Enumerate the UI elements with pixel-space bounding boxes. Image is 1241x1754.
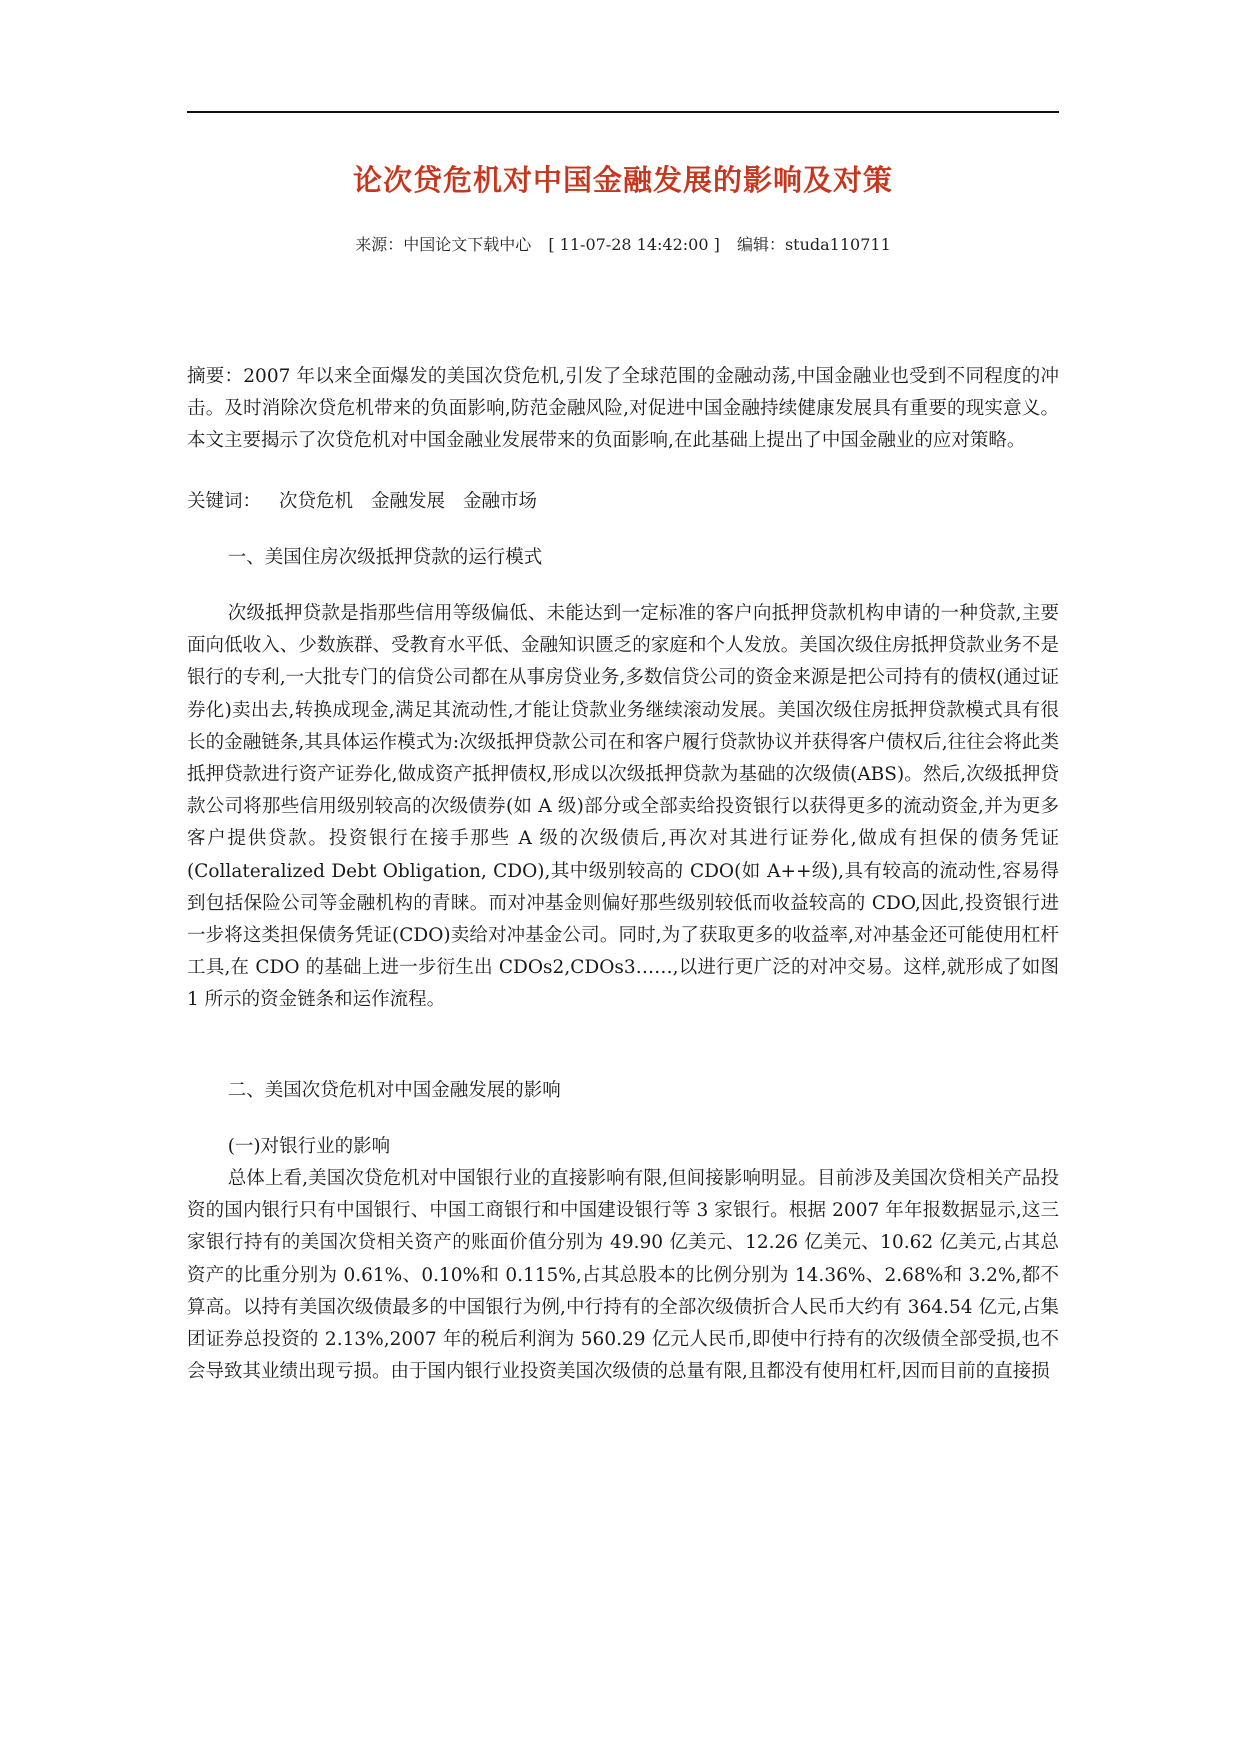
- article-body: [187, 361, 1059, 1388]
- keyword-item: 次贷危机: [279, 490, 354, 512]
- article-datetime: [ 11-07-28 14:42:00 ]: [548, 235, 720, 254]
- keyword-item: 金融市场: [463, 490, 538, 512]
- keyword-item: 金融发展: [371, 490, 446, 512]
- article-editor: 编辑：studa110711: [736, 235, 891, 254]
- article-source: 来源：中国论文下载中心: [355, 235, 532, 254]
- section-paragraph: 次级抵押贷款是指那些信用等级偏低、未能达到一定标准的客户向抵押贷款机构申请的一种贷款,主要面向低收入、少数族群、受教育水平低、金融知识匮乏的家庭和个人发放。美国次级住房抵押贷款业务不是银行的专利,一大批专门的信贷公司都在从事房贷业务,多数信贷公司的资金来源是把公司持有的债权(通过证券化)卖出去,转换成现金,满足其流动性,才能让贷款业务继续滚动发展。美国次级住房抵押贷款模式具有很长的金融链条,其具体运作模式为:次级抵押贷款公司在和客户履行贷款协议并获得客户债权后,往往会将此类抵押贷款进行资产证券化,做成资产抵押债权,形成以次级抵押贷款为基础的次级债(ABS)。然后,次级抵押贷款公司将那些信用级别较高的次级债券(如 A 级)部分或全部卖给投资银行以获得更多的流动资金,并为更多客户提供贷款。投资银行在接手那些 A 级的次级债后,再次对其进行证券化,做成有担保的债务凭证(Collateralized Debt Obligation, CDO),其中级别较高的 CDO(如 A++级),具有较高的流动性,容易得到包括保险公司等金融机构的青睐。而对冲基金则偏好那些级别较低而收益较高的 CDO,因此,投资银行进一步将这类担保债务凭证(CDO)卖给对冲基金公司。同时,为了获取更多的收益率,对冲基金还可能使用杠杆工具,在 CDO 的基础上进一步衍生出 CDOs2,CDOs3……,以进行更广泛的对冲交易。这样,就形成了如图 1 所示的资金链条和运作流程。: [187, 603, 1059, 1011]
- section-heading: 二、美国次贷危机对中国金融发展的影响: [227, 1079, 561, 1101]
- article-title: 论次贷危机对中国金融发展的影响及对策: [352, 163, 893, 197]
- section-paragraph: 总体上看,美国次贷危机对中国银行业的直接影响有限,但间接影响明显。目前涉及美国次贷相关产品投资的国内银行只有中国银行、中国工商银行和中国建设银行等 3 家银行。根据 2007 年年报数据显示,这三家银行持有的美国次贷相关资产的账面价值分别为 49.90 亿美元、12.26 亿美元、10.62 亿美元,占其总资产的比重分别为 0.61%、0.10%和 0.115%,占其总股本的比例分别为 14.36%、2.68%和 3.2%,都不算高。以持有美国次级债最多的中国银行为例,中行持有的全部次级债折合人民币大约有 364.54 亿元,占集团证券总投资的 2.13%,2007 年的税后利润为 560.29 亿元人民币,即使中行持有的次级债全部受损,也不会导致其业绩出现亏损。由于国内银行业投资美国次级债的总量有限,且都没有使用杠杆,因而目前的直接损: [187, 1168, 1059, 1383]
- abstract-paragraph: 摘要：2007 年以来全面爆发的美国次贷危机,引发了全球范围的金融动荡,中国金融业也受到不同程度的冲击。及时消除次贷危机带来的负面影响,防范金融风险,对促进中国金融持续健康发展具有重要的现实意义。本文主要揭示了次贷危机对中国金融业发展带来的负面影响,在此基础上提出了中国金融业的应对策略。: [187, 366, 1059, 452]
- keywords-label: 关键词：: [187, 490, 262, 512]
- section-heading: 一、美国住房次级抵押贷款的运行模式: [227, 546, 543, 568]
- subsection-heading: (一)对银行业的影响: [227, 1135, 391, 1157]
- keywords-line: [187, 486, 1059, 518]
- top-divider: [187, 111, 1059, 113]
- article-meta: [187, 233, 1059, 257]
